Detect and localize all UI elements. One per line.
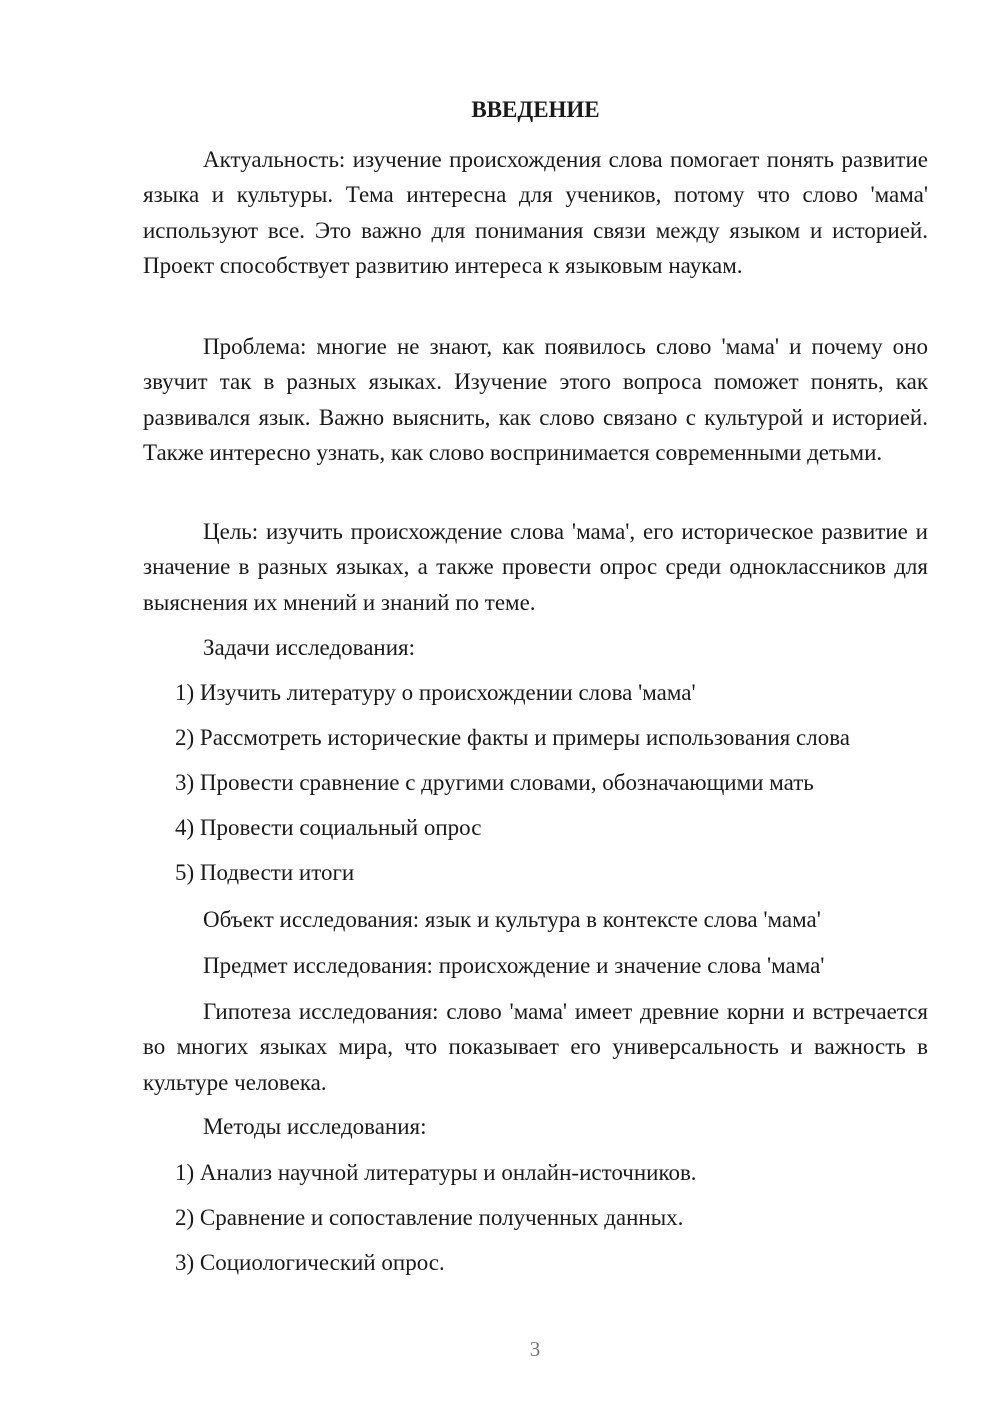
task-item: 4) Провести социальный опрос: [175, 815, 482, 840]
goal-paragraph: Цель: изучить происхождение слова 'мама', его историческое развитие и значение в разных языках, а также провести опрос среди одноклассников для выяснения их мнений и знаний по теме.: [143, 519, 928, 615]
problem-paragraph: Проблема: многие не знают, как появилось слово 'мама' и почему оно звучит так в разных языках. Изучение этого вопроса поможет понять, как развивался язык. Важно выяснить, как слово связано с культурой и историей. Также интересно узнать, как слово воспринимается современными детьми.: [143, 334, 928, 466]
method-item: 1) Анализ научной литературы и онлайн-источников.: [175, 1160, 697, 1185]
method-item: 3) Социологический опрос.: [175, 1250, 445, 1275]
task-item: 3) Провести сравнение с другими словами, обозначающими мать: [175, 770, 814, 795]
hypothesis-paragraph: Гипотеза исследования: слово 'мама' имеет древние корни и встречается во многих языках мира, что показывает его универсальность и важность в культуре человека.: [143, 999, 928, 1095]
task-item: 1) Изучить литературу о происхождении слова 'мама': [175, 680, 696, 705]
tasks-heading: Задачи исследования:: [203, 635, 416, 660]
object-paragraph: Объект исследования: язык и культура в контексте слова 'мама': [203, 907, 821, 932]
task-item: 5) Подвести итоги: [175, 860, 355, 885]
relevance-paragraph: Актуальность: изучение происхождения слова помогает понять развитие языка и культуры. Тема интересна для учеников, потому что слово 'мама' используют все. Это важно для понимания связи между языком и историей. Проект способствует развитию интереса к языковым наукам.: [143, 147, 928, 279]
page-number: 3: [529, 1337, 541, 1361]
subject-paragraph: Предмет исследования: происхождение и значение слова 'мама': [203, 953, 825, 978]
section-title: ВВЕДЕНИЕ: [471, 97, 600, 122]
task-item: 2) Рассмотреть исторические факты и примеры использования слова: [175, 725, 850, 750]
methods-heading: Методы исследования:: [203, 1114, 427, 1139]
method-item: 2) Сравнение и сопоставление полученных данных.: [175, 1205, 684, 1230]
